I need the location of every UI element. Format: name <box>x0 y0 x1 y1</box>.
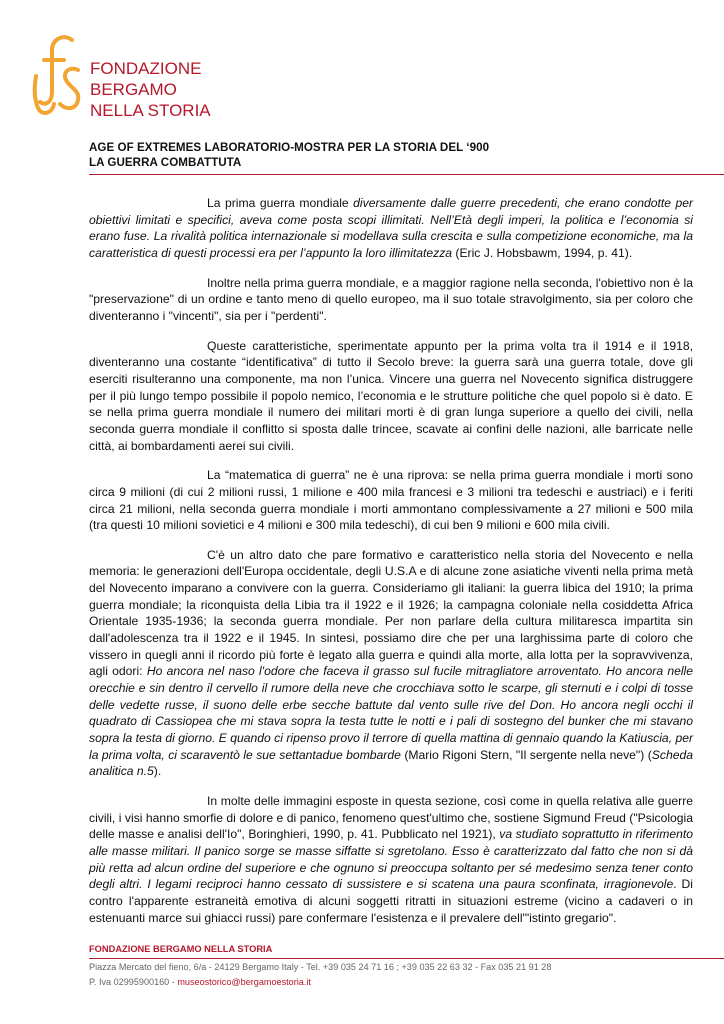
fbs-logo-icon <box>30 30 84 116</box>
document-subtitle: LA GUERRA COMBATTUTA <box>89 156 242 169</box>
document-heading <box>89 140 719 170</box>
footer-contact <box>89 977 311 988</box>
citation: (Eric J. Hobsbawm, 1994, p. 41). <box>452 245 633 260</box>
paragraph-text: In molte delle immagini esposte in questa sezione, così come in quella relativa alle guerre civili, i visi hanno smorfie di dolore e di panico, fenomeno quest'ultimo che, sostiene Sigmund Freud ("Psicologia delle masse e analisi dell'Io", Boringhieri, 1990, p. 41. Pubblicato nel 1921), <box>89 794 693 842</box>
org-line-2: BERGAMO <box>90 80 177 99</box>
citation: (Mario Rigoni Stern, "Il sergente nella neve") ( <box>400 747 652 762</box>
paragraph-3: Queste caratteristiche, sperimentate appunto per la prima volta tra il 1914 e il 1918, diventeranno una costante “identificativa” di tutto il Secolo breve: la guerra sarà una guerra totale, dove gli eserciti risulteranno una componente, ma non l’unica. Vincere una guerra nel Novecento significa distruggere per il più lungo tempo possibile il popolo nemico, l’economia e le strutture politiche che quel popolo si è dato. E se nella prima guerra mondiale il numero dei militari morti è di gran lunga superiore a quello dei civili, nella seconda guerra mondiale il conflitto si sposta dalle trincee, scavate ai confini delle nazioni, alle barricate nelle città, ai bombardamenti aerei sui civili. <box>89 338 693 453</box>
footer-address: Piazza Mercato del fieno, 6/a - 24129 Bergamo Italy - Tel. +39 035 24 71 16 ; +39 035 22 63 32 - Fax 035 21 91 28 <box>89 962 552 972</box>
footer-org-name: FONDAZIONE BERGAMO NELLA STORIA <box>89 944 273 954</box>
paragraph-6 <box>89 793 693 926</box>
freud-quote: va studiato soprattutto in riferimento alle masse militari. Il panico sorge se masse siffatte si sgretolano. Esso è caratterizzato dal fatto che non si dà più retta ad alcun ordine del superiore e che ognuno si preoccupa soltanto per sé medesimo senza tener conto degli altri. I legami reciproci hanno cessato di sussistere e si scatena una paura sconfinata, irragionevole <box>89 827 693 892</box>
scheda-reference: Scheda analitica n.5 <box>89 747 693 779</box>
paragraph-1 <box>89 195 693 262</box>
email-link[interactable]: museostorico@bergamoestoria.it <box>177 977 311 987</box>
org-line-1: FONDAZIONE <box>90 59 202 78</box>
rigoni-stern-quote: Ho ancora nel naso l'odore che faceva il grasso sul fucile mitragliatore arroventato. Ho ancora nelle orecchie e sin dentro il cervello il rumore della neve che crocchiava sotto le scarpe, gli sternuti e i colpi di tosse delle vedette russe, il suono delle erbe secche battute dal vento sulle rive del Don. Ho ancora negli occhi il quadrato di Cassiopea che mi stava sopra la testa tutte le notti e i pali di sostegno del bunker che mi stavano sopra la testa di giorno. E quando ci ripenso provo il terrore di quella mattina di gennaio quando la Katiuscia, per la prima volta, ci scaraventò le sue settantadue bombarde <box>89 664 694 762</box>
hobsbawm-quote: diversamente dalle guerre precedenti, che erano condotte per obiettivi limitati e specifici, aveva come posta scopi illimitati. Nell’Età degli imperi, la politica e l’economia si erano fuse. La rivalità politica internazionale si modellava sulla crescita e sulla competizione economiche, ma la caratteristica di questi processi era per l’appunto la loro illimitatezza <box>89 196 694 260</box>
paragraph-5 <box>89 547 693 780</box>
vat-number: P. Iva 02995900160 - <box>89 977 178 987</box>
document-title: AGE OF EXTREMES LABORATORIO-MOSTRA PER LA STORIA DEL ‘900 <box>89 141 490 154</box>
org-line-3: NELLA STORIA <box>90 101 211 120</box>
paragraph-text: La prima guerra mondiale <box>207 196 354 210</box>
paragraph-2: Inoltre nella prima guerra mondiale, e a maggior ragione nella seconda, l'obiettivo non è la "preservazione" di un ordine e tanto meno di quello europeo, ma il suo totale stravolgimento, sia per coloro che diventeranno i "vincenti", sia per i "perdenti". <box>89 275 693 323</box>
footer-divider <box>89 958 724 959</box>
paragraph-text: . Di contro l'apparente estraneità emotiva di alcuni soggetti ritratti in situazioni estreme (vicino a cadaveri o in estenuanti marce sui ghiacci russi) pare confermare l'esistenza e il prevalere dell'"istinto gregario". <box>89 877 693 925</box>
document-body <box>89 195 693 939</box>
paragraph-text: C'è un altro dato che pare formativo e caratteristico nella storia del Novecento e nella memoria: le generazioni dell'Europa occidentale, degli U.S.A e di alcune zone asiatiche viventi nella prima metà del Novecento imparano a convivere con la guerra. Consideriamo gli italiani: la guerra libica del 1910; la prima guerra mondiale; la riconquista della Libia tra il 1922 e il 1926; la campagna coloniale nella cosiddetta Africa Orientale 1935-1936; la seconda guerra mondiale. Per non parlare della cultura militaresca impartita sin dall'adolescenza tra il 1922 e il 1945. In sintesi, possiamo dire che per una larghissima parte di coloro che vissero in quegli anni il ricordo più forte è legato alla guerra e quindi alla morte, alla lotta per la sopravvivenza, agli odori: <box>89 547 693 679</box>
header-divider <box>89 174 724 175</box>
organization-name <box>90 58 211 121</box>
paragraph-4: La “matematica di guerra” ne è una riprova: se nella prima guerra mondiale i morti sono circa 9 milioni (di cui 2 milioni russi, 1 milione e 400 mila francesi e 3 milioni tra tedeschi e austriaci) e i feriti circa 21 milioni, nella seconda guerra mondiale i morti ammontano complessivamente a 27 milioni e 500 mila (tra questi 10 milioni sovietici e 4 milioni e 300 mila tedeschi), di cui ben 9 milioni e 600 mila civili. <box>89 468 693 533</box>
punctuation: ). <box>153 764 162 779</box>
